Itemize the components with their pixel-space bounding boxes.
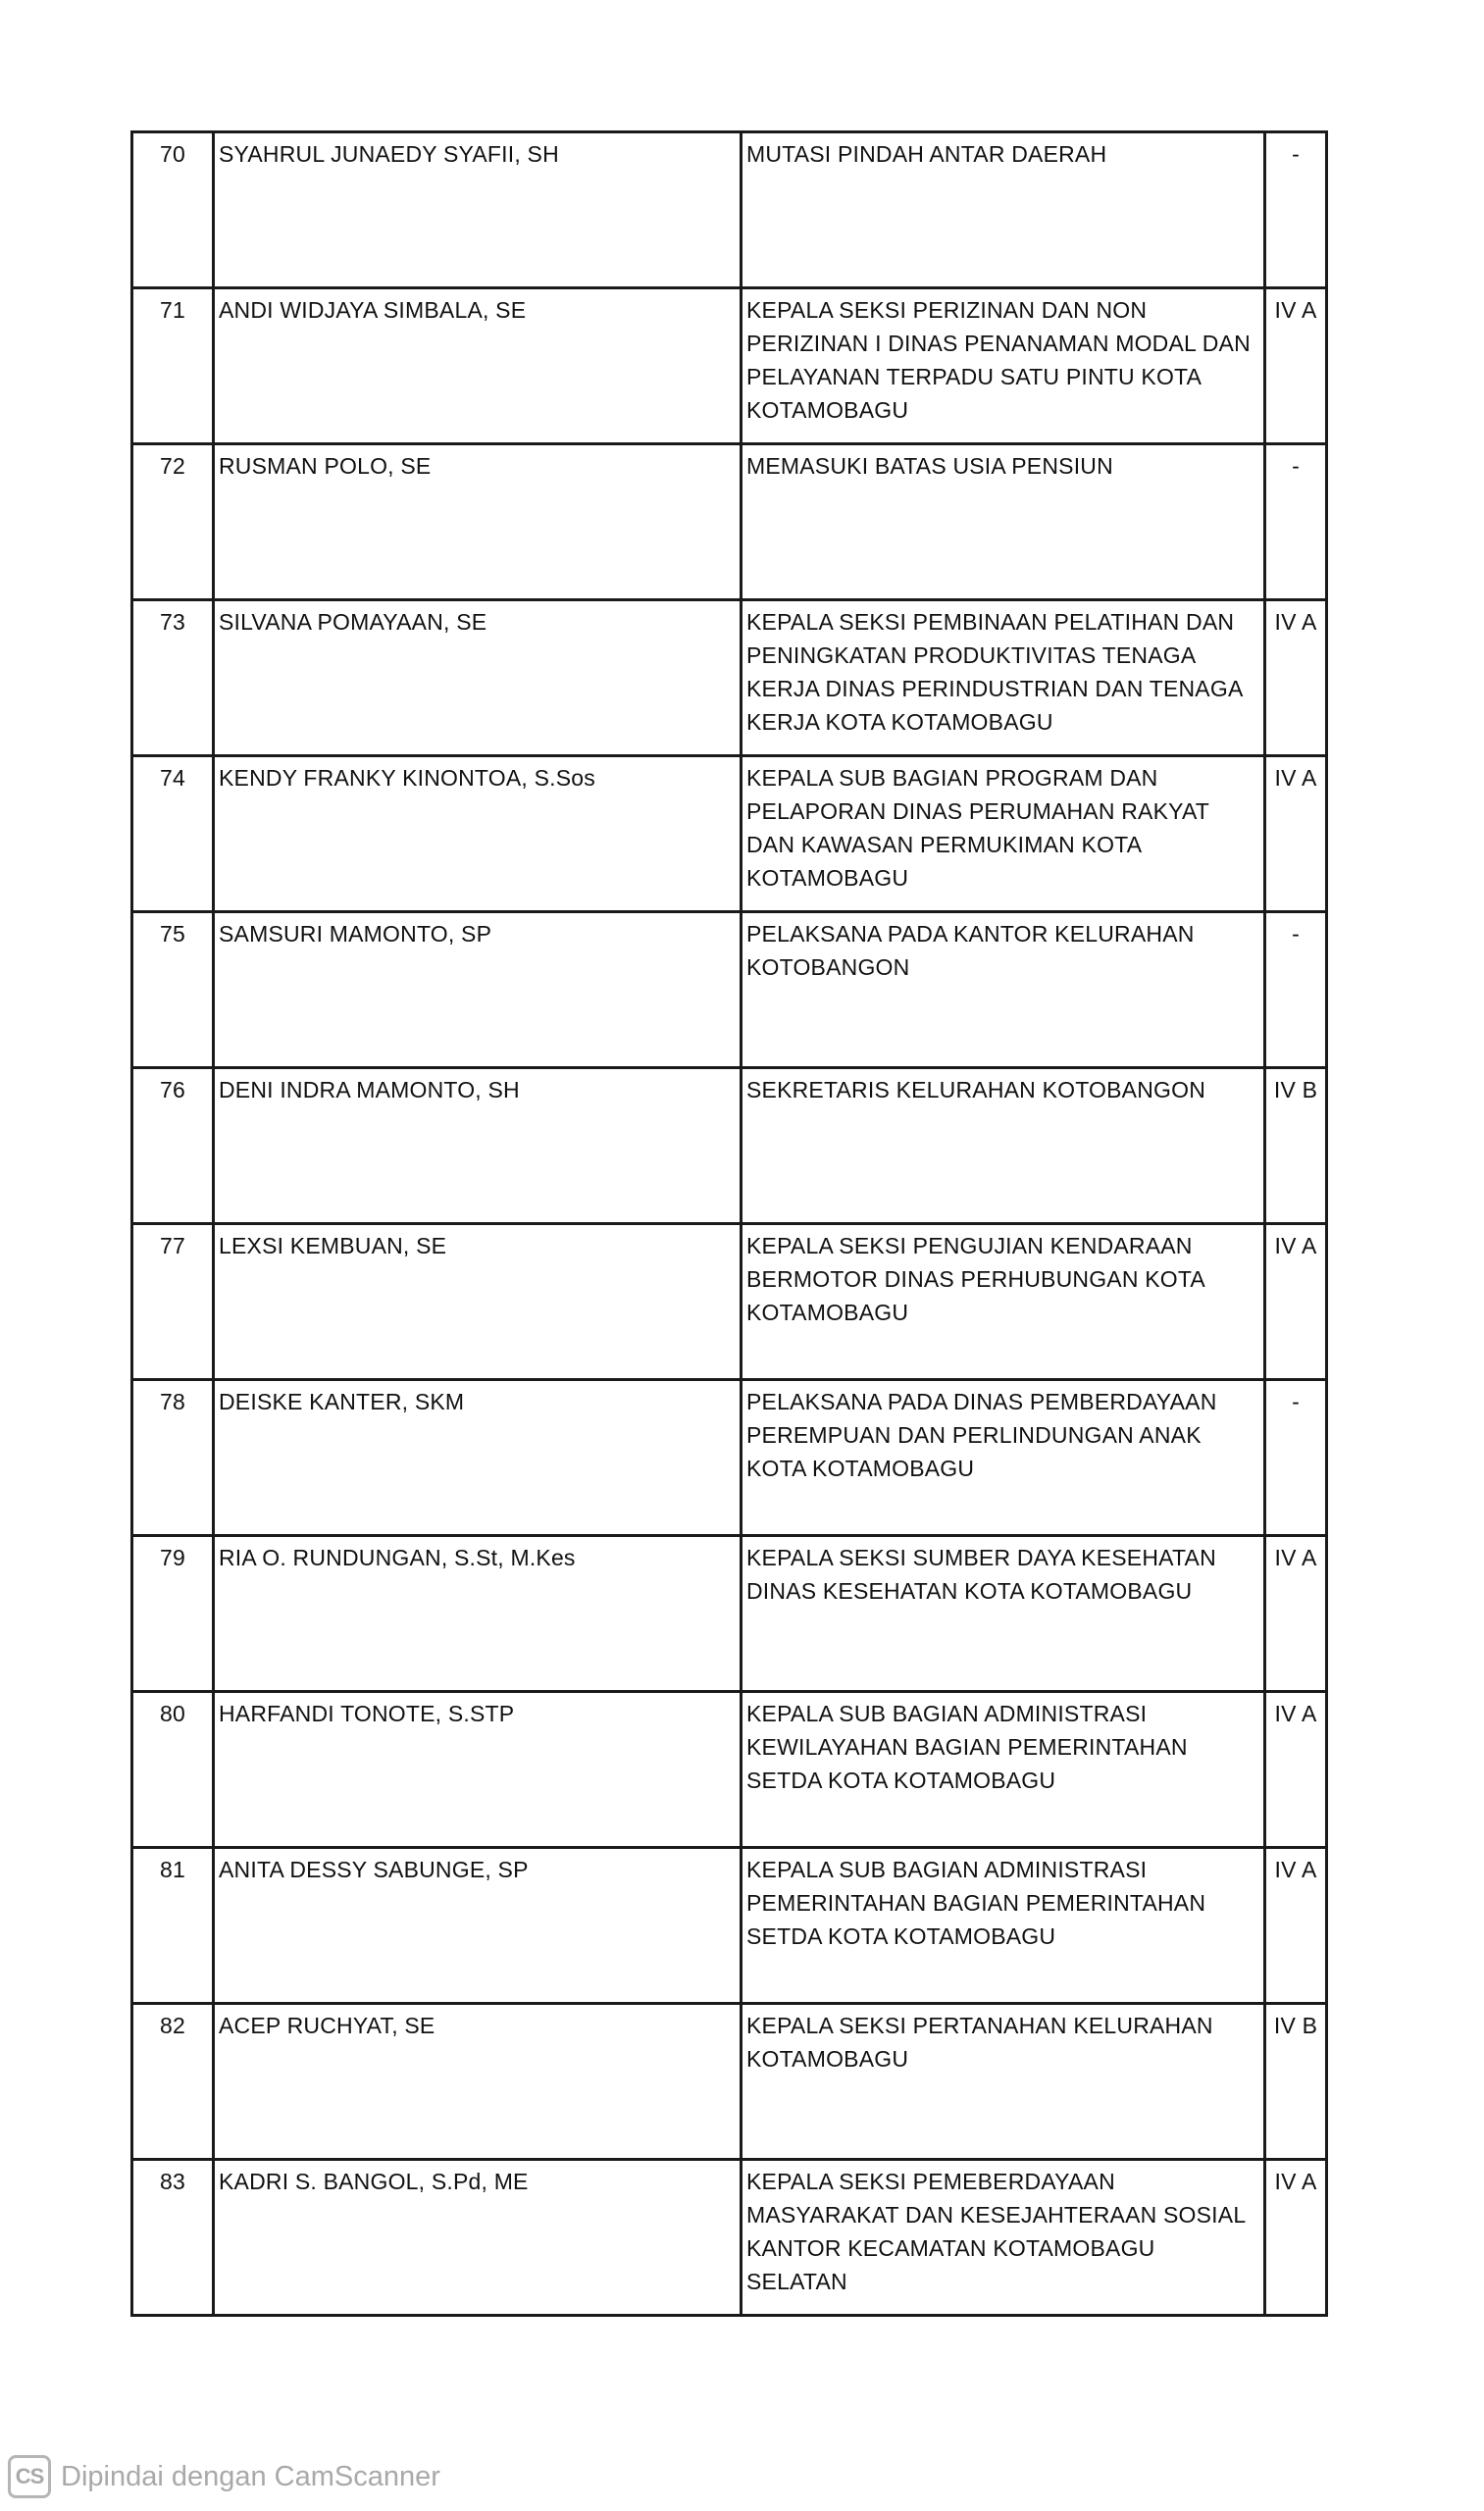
row-number: 74 (132, 756, 214, 912)
rank-grade: IV A (1265, 1692, 1327, 1848)
rank-grade: - (1265, 912, 1327, 1068)
row-number: 73 (132, 600, 214, 756)
position-description: KEPALA SUB BAGIAN PROGRAM DAN PELAPORAN DINAS PERUMAHAN RAKYAT DAN KAWASAN PERMUKIMAN KOTA KOTAMOBAGU (742, 756, 1265, 912)
rank-grade: IV B (1265, 2004, 1327, 2160)
employee-name: RIA O. RUNDUNGAN, S.St, M.Kes (214, 1536, 742, 1692)
row-number: 72 (132, 444, 214, 600)
position-description: MUTASI PINDAH ANTAR DAERAH (742, 132, 1265, 288)
position-description: KEPALA SEKSI PEMEBERDAYAAN MASYARAKAT DAN KESEJAHTERAAN SOSIAL KANTOR KECAMATAN KOTAMOBAGU SELATAN (742, 2160, 1265, 2316)
row-number: 81 (132, 1848, 214, 2004)
table-row (132, 1380, 1327, 1536)
position-description: MEMASUKI BATAS USIA PENSIUN (742, 444, 1265, 600)
employee-name: DEISKE KANTER, SKM (214, 1380, 742, 1536)
row-number: 76 (132, 1068, 214, 1224)
table-row (132, 444, 1327, 600)
rank-grade: - (1265, 132, 1327, 288)
rank-grade: IV A (1265, 600, 1327, 756)
employee-name: SAMSURI MAMONTO, SP (214, 912, 742, 1068)
watermark-text: Dipindai dengan CamScanner (61, 2460, 440, 2492)
employee-name: KENDY FRANKY KINONTOA, S.Sos (214, 756, 742, 912)
rank-grade: IV A (1265, 756, 1327, 912)
table-row (132, 1692, 1327, 1848)
employee-name: ANDI WIDJAYA SIMBALA, SE (214, 288, 742, 444)
rank-grade: - (1265, 444, 1327, 600)
row-number: 70 (132, 132, 214, 288)
rank-grade: IV B (1265, 1068, 1327, 1224)
position-description: PELAKSANA PADA KANTOR KELURAHAN KOTOBANGON (742, 912, 1265, 1068)
table-row (132, 912, 1327, 1068)
rank-grade: IV A (1265, 1224, 1327, 1380)
rank-grade: IV A (1265, 1848, 1327, 2004)
personnel-table (130, 130, 1328, 2317)
position-description: KEPALA SEKSI SUMBER DAYA KESEHATAN DINAS KESEHATAN KOTA KOTAMOBAGU (742, 1536, 1265, 1692)
table-row (132, 1536, 1327, 1692)
employee-name: DENI INDRA MAMONTO, SH (214, 1068, 742, 1224)
table-row (132, 600, 1327, 756)
row-number: 71 (132, 288, 214, 444)
table-row (132, 132, 1327, 288)
employee-name: HARFANDI TONOTE, S.STP (214, 1692, 742, 1848)
table-row (132, 1068, 1327, 1224)
row-number: 80 (132, 1692, 214, 1848)
rank-grade: IV A (1265, 2160, 1327, 2316)
position-description: KEPALA SEKSI PERIZINAN DAN NON PERIZINAN I DINAS PENANAMAN MODAL DAN PELAYANAN TERPADU SATU PINTU KOTA KOTAMOBAGU (742, 288, 1265, 444)
table-row (132, 756, 1327, 912)
position-description: KEPALA SUB BAGIAN ADMINISTRASI PEMERINTAHAN BAGIAN PEMERINTAHAN SETDA KOTA KOTAMOBAGU (742, 1848, 1265, 2004)
position-description: PELAKSANA PADA DINAS PEMBERDAYAAN PEREMPUAN DAN PERLINDUNGAN ANAK KOTA KOTAMOBAGU (742, 1380, 1265, 1536)
table-row (132, 1848, 1327, 2004)
position-description: KEPALA SEKSI PEMBINAAN PELATIHAN DAN PENINGKATAN PRODUKTIVITAS TENAGA KERJA DINAS PERINDUSTRIAN DAN TENAGA KERJA KOTA KOTAMOBAGU (742, 600, 1265, 756)
rank-grade: IV A (1265, 1536, 1327, 1692)
camscanner-watermark (8, 2454, 440, 2499)
employee-name: KADRI S. BANGOL, S.Pd, ME (214, 2160, 742, 2316)
table-row (132, 288, 1327, 444)
row-number: 77 (132, 1224, 214, 1380)
employee-name: SILVANA POMAYAAN, SE (214, 600, 742, 756)
position-description: SEKRETARIS KELURAHAN KOTOBANGON (742, 1068, 1265, 1224)
position-description: KEPALA SUB BAGIAN ADMINISTRASI KEWILAYAHAN BAGIAN PEMERINTAHAN SETDA KOTA KOTAMOBAGU (742, 1692, 1265, 1848)
table-row (132, 2160, 1327, 2316)
table-row (132, 1224, 1327, 1380)
employee-name: ACEP RUCHYAT, SE (214, 2004, 742, 2160)
table-row (132, 2004, 1327, 2160)
camscanner-logo-icon: CS (8, 2455, 51, 2498)
row-number: 75 (132, 912, 214, 1068)
rank-grade: IV A (1265, 288, 1327, 444)
position-description: KEPALA SEKSI PENGUJIAN KENDARAAN BERMOTOR DINAS PERHUBUNGAN KOTA KOTAMOBAGU (742, 1224, 1265, 1380)
employee-name: RUSMAN POLO, SE (214, 444, 742, 600)
rank-grade: - (1265, 1380, 1327, 1536)
employee-name: LEXSI KEMBUAN, SE (214, 1224, 742, 1380)
personnel-table-body (132, 132, 1327, 2316)
position-description: KEPALA SEKSI PERTANAHAN KELURAHAN KOTAMOBAGU (742, 2004, 1265, 2160)
employee-name: ANITA DESSY SABUNGE, SP (214, 1848, 742, 2004)
row-number: 82 (132, 2004, 214, 2160)
employee-name: SYAHRUL JUNAEDY SYAFII, SH (214, 132, 742, 288)
row-number: 78 (132, 1380, 214, 1536)
row-number: 79 (132, 1536, 214, 1692)
row-number: 83 (132, 2160, 214, 2316)
